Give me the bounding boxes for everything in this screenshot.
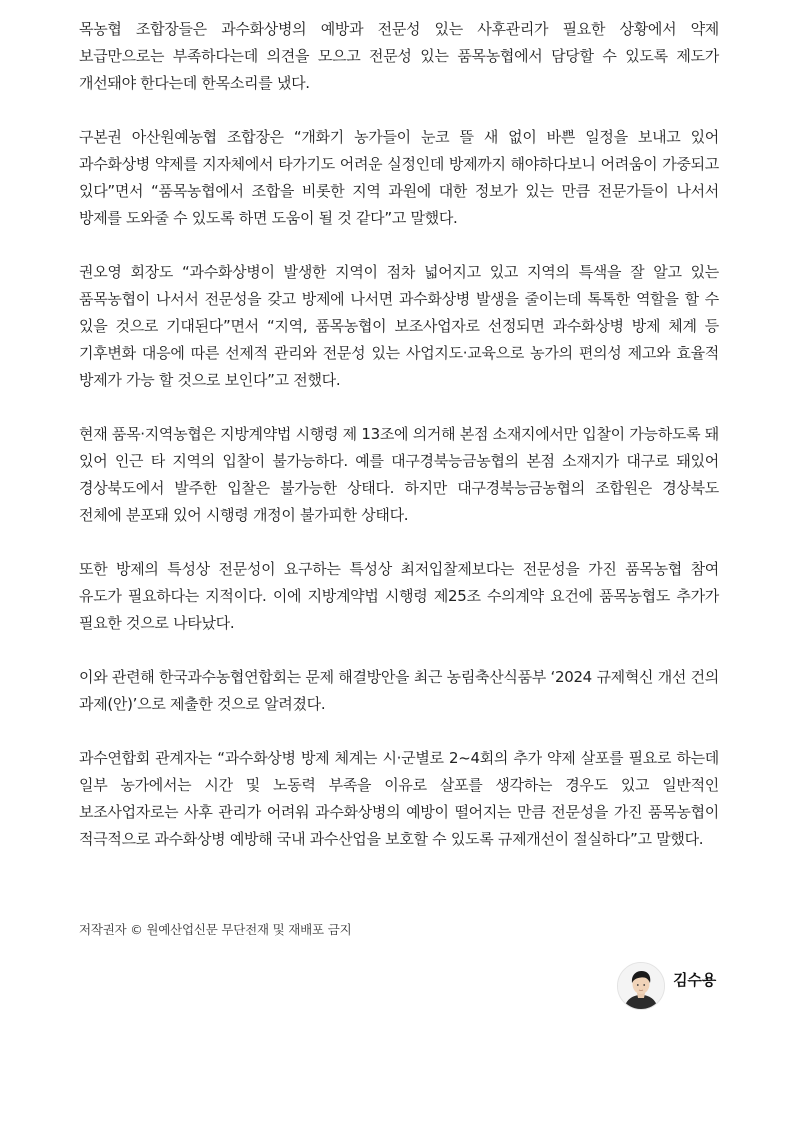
article-paragraph-7: 과수연합회 관계자는 “과수화상병 방제 체계는 시·군별로 2~4회의 추가 약제 살포를 필요로 하는데 일부 농가에서는 시간 및 노동력 부족을 이유로 살포를 생각하는 경우도 있고 일반적인 보조사업자로는 사후 관리가 어려워 과수화상병의 예방이 떨어지는 만큼 전문성을 가진 품목농협이 적극적으로 과수화상병 예방해 국내 과수산업을 보호할 수 있도록 규제개선이 절실하다”고 말했다.	[79, 749, 719, 848]
article-paragraph-2: 구본권 아산원예농협 조합장은 “개화기 농가들이 눈코 뜰 새 없이 바쁜 일정을 보내고 있어 과수화상병 약제를 지자체에서 타가기도 어려운 실정인데 방제까지 해야하다보니 어려움이 가중되고 있다”면서 “품목농협에서 조합을 비롯한 지역 과원에 대한 정보가 있는 만큼 전문가들이 나서서 방제를 도와줄 수 있도록 하면 도움이 될 것 같다”고 말했다.	[79, 128, 719, 227]
article-paragraph-5: 또한 방제의 특성상 전문성이 요구하는 특성상 최저입찰제보다는 전문성을 가진 품목농협 참여 유도가 필요하다는 지적이다. 이에 지방계약법 시행령 제25조 수의계약 요건에 품목농협도 추가가 필요한 것으로 나타났다.	[79, 560, 719, 632]
author-byline[interactable]	[617, 962, 716, 1010]
article-paragraph-6: 이와 관련해 한국과수농협연합회는 문제 해결방안을 최근 농림축산식품부 ‘2024 규제혁신 개선 건의 과제(안)’으로 제출한 것으로 알려졌다.	[79, 668, 719, 713]
author-avatar[interactable]	[617, 962, 665, 1010]
article-paragraph-3: 권오영 회장도 “과수화상병이 발생한 지역이 점차 넓어지고 있고 지역의 특색을 잘 알고 있는 품목농협이 나서서 전문성을 갖고 방제에 나서면 과수화상병 발생을 줄이는데 톡톡한 역할을 할 수 있을 것으로 기대된다”면서 “지역, 품목농협이 보조사업자로 선정되면 과수화상병 방제 체계 등 기후변화 대응에 따른 선제적 관리와 전문성 있는 사업지도·교육으로 농가의 편의성 제고와 효율적 방제가 가능 할 것으로 보인다”고 전했다.	[79, 263, 719, 389]
article-paragraph-1: 목농협 조합장들은 과수화상병의 예방과 전문성 있는 사후관리가 필요한 상황에서 약제 보급만으로는 부족하다는데 의견을 모으고 전문성 있는 품목농협에서 담당할 수 있도록 제도가 개선돼야 한다는데 한목소리를 냈다.	[79, 20, 719, 92]
author-name[interactable]: 김수용	[673, 971, 716, 989]
person-portrait-icon	[618, 963, 664, 1009]
copyright-notice: 저작권자 © 원예산업신문 무단전재 및 재배포 금지	[79, 922, 352, 937]
article-paragraph-4: 현재 품목·지역농협은 지방계약법 시행령 제 13조에 의거해 본점 소재지에서만 입찰이 가능하도록 돼 있어 인근 타 지역의 입찰이 불가능하다. 예를 대구경북능금농협의 본점 소재지가 대구로 돼있어 경상북도에서 발주한 입찰은 불가능한 상태다. 하지만 대구경북능금농협의 조합원은 경상북도 전체에 분포돼 있어 시행령 개정이 불가피한 상태다.	[79, 425, 719, 524]
article-body	[79, 16, 719, 880]
